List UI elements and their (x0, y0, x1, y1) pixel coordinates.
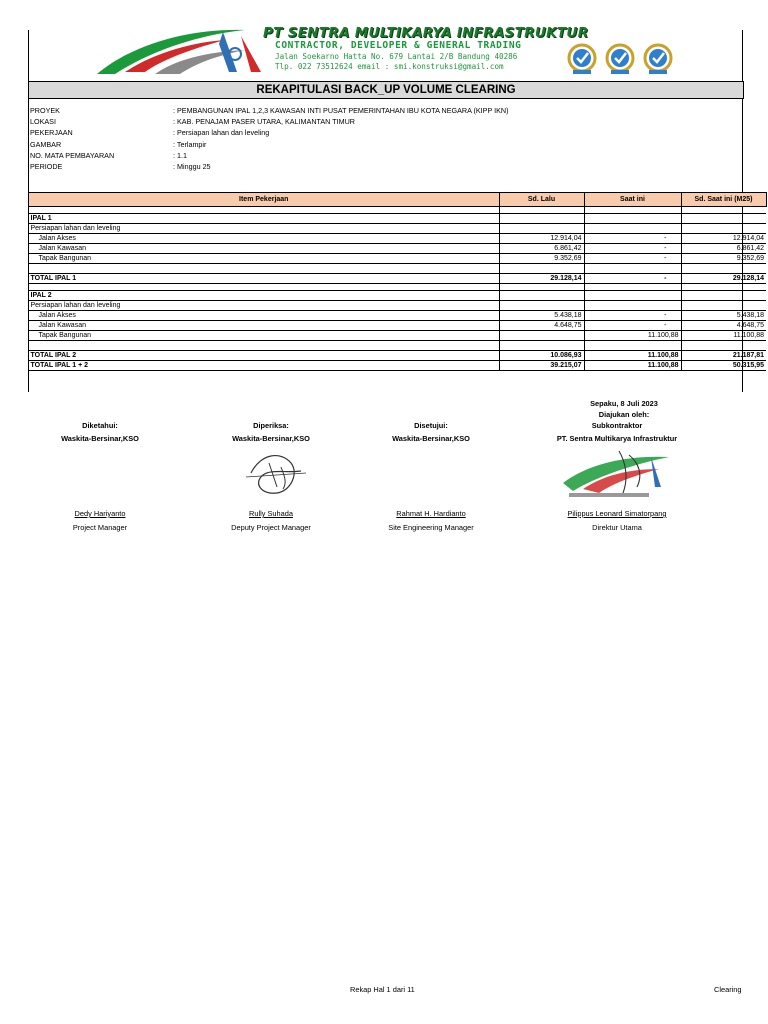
signature-org: PT. Sentra Multikarya Infrastruktur (556, 434, 678, 443)
value-cell: 11.100,88 (584, 351, 681, 361)
item-cell: Jalan Kawasan (29, 244, 500, 254)
info-label: LOKASI (30, 117, 56, 127)
item-cell: Tapak Bangunan (29, 254, 500, 264)
col-header-sd-lalu: Sd. Lalu (499, 193, 584, 207)
info-row (30, 161, 509, 172)
value-cell: - (584, 244, 681, 254)
signatory-position: Deputy Project Manager (231, 523, 311, 532)
project-info (30, 105, 509, 172)
table-row (29, 341, 767, 351)
info-label: GAMBAR (30, 139, 62, 149)
value-cell: 12.914,04 (499, 234, 584, 244)
table-row (29, 331, 767, 341)
page-footer: Rekap Hal 1 dari 11 (350, 985, 415, 994)
table-row (29, 214, 767, 224)
value-cell: 9.352,69 (681, 254, 766, 264)
table-row (29, 291, 767, 301)
table-row (29, 284, 767, 291)
letterhead (95, 24, 675, 78)
info-row (30, 116, 509, 127)
value-cell: 10.086,93 (499, 351, 584, 361)
signature-date: Sepaku, 8 Juli 2023 (590, 399, 658, 408)
info-label: PERIODE (30, 162, 63, 172)
table-header-row (29, 193, 767, 207)
signatory-position: Site Engineering Manager (388, 523, 474, 532)
signatory-name: Dedy Hariyanto (74, 509, 126, 518)
signature-role: Subkontraktor (591, 421, 643, 430)
value-cell: 6.861,42 (681, 244, 766, 254)
info-row (30, 150, 509, 161)
signature-role: Diketahui: (82, 421, 118, 430)
value-cell: 12.914,04 (681, 234, 766, 244)
value-cell: 11.100,88 (681, 331, 766, 341)
info-label: NO. MATA PEMBAYARAN (30, 150, 115, 160)
company-logo (95, 24, 265, 78)
company-name: PT SENTRA MULTIKARYA INFRASTRUKTUR (263, 25, 589, 41)
table-row (29, 234, 767, 244)
table-row (29, 254, 767, 264)
company-address: Jalan Soekarno Hatta No. 679 Lantai 2/B Bandung 40286 (275, 52, 518, 61)
company-stamp-signature-icon (559, 447, 677, 505)
signature-date-block (584, 398, 664, 420)
info-value: : Terlampir (173, 139, 207, 149)
value-cell: 6.861,42 (499, 244, 584, 254)
value-cell: - (584, 321, 681, 331)
info-label: PROYEK (30, 106, 60, 115)
subsection-label: Persiapan lahan dan leveling (29, 224, 500, 234)
submitted-by-label: Diajukan oleh: (598, 410, 650, 419)
value-cell: 29.128,14 (681, 274, 766, 284)
sheet-name: Clearing (714, 985, 742, 994)
value-cell: 39.215,07 (499, 361, 584, 371)
document-title: REKAPITULASI BACK_UP VOLUME CLEARING (28, 81, 744, 99)
iso-badge-icon (603, 42, 637, 76)
value-cell: 4.648,75 (499, 321, 584, 331)
value-cell (499, 331, 584, 341)
table-row (29, 311, 767, 321)
subsection-label: Persiapan lahan dan leveling (29, 301, 500, 311)
value-cell: 5.438,18 (499, 311, 584, 321)
info-label: PEKERJAAN (30, 128, 73, 138)
table-row (29, 244, 767, 254)
signature-org: Waskita-Bersinar,KSO (392, 434, 470, 443)
table-row (29, 301, 767, 311)
info-value: : Minggu 25 (173, 162, 211, 172)
table-row (29, 274, 767, 284)
signatory-name: Rahmat H. Hardianto (396, 509, 466, 518)
value-cell: - (584, 311, 681, 321)
value-cell: 50.315,95 (681, 361, 766, 371)
signature-org: Waskita-Bersinar,KSO (232, 434, 310, 443)
iso-badges (565, 42, 675, 76)
value-cell: 21.187,81 (681, 351, 766, 361)
signatory-position: Direktur Utama (592, 523, 642, 532)
iso-badge-icon (565, 42, 599, 76)
col-header-saat-ini: Saat ini (584, 193, 681, 207)
company-contact: Tlp. 022 73512624 email : smi.konstruksi@gmail.com (275, 62, 504, 71)
col-header-item: Item Pekerjaan (29, 193, 500, 207)
signature-block (20, 421, 180, 541)
item-cell: Jalan Kawasan (29, 321, 500, 331)
value-cell: 9.352,69 (499, 254, 584, 264)
info-value: : PEMBANGUNAN IPAL 1,2,3 KAWASAN INTI PUSAT PEMERINTAHAN IBU KOTA NEGARA (KIPP IKN) (173, 106, 509, 115)
signature-role: Diperiksa: (253, 421, 289, 430)
table-row (29, 351, 767, 361)
iso-badge-icon (641, 42, 675, 76)
info-row (30, 139, 509, 150)
table-row (29, 321, 767, 331)
col-header-sd-saat-ini: Sd. Saat ini (M25) (681, 193, 766, 207)
value-cell: - (584, 234, 681, 244)
info-value: : Persiapan lahan dan leveling (173, 128, 270, 138)
info-row (30, 105, 509, 116)
signature-block (351, 421, 511, 541)
table-row (29, 361, 767, 371)
value-cell: 4.648,75 (681, 321, 766, 331)
signatory-position: Project Manager (72, 523, 128, 532)
section-label: IPAL 1 (29, 214, 500, 224)
table-row (29, 264, 767, 274)
section-label: IPAL 2 (29, 291, 500, 301)
signature-org: Waskita-Bersinar,KSO (61, 434, 139, 443)
volume-table (28, 192, 767, 371)
info-value: : 1.1 (173, 150, 187, 160)
value-cell: - (584, 254, 681, 264)
value-cell: 11.100,88 (584, 331, 681, 341)
item-cell: Tapak Bangunan (29, 331, 500, 341)
value-cell: 29.128,14 (499, 274, 584, 284)
signatory-name: Rully Suhada (249, 509, 293, 518)
grand-total-label: TOTAL IPAL 1 + 2 (29, 361, 500, 371)
item-cell: Jalan Akses (29, 311, 500, 321)
signatory-name: Pilippus Leonard Simatorpang (567, 509, 667, 518)
info-value: : KAB. PENAJAM PASER UTARA, KALIMANTAN TIMUR (173, 117, 355, 127)
table-row (29, 207, 767, 214)
value-cell: 5.438,18 (681, 311, 766, 321)
signature-role: Disetujui: (414, 421, 448, 430)
info-row (30, 127, 509, 138)
table-row (29, 224, 767, 234)
item-cell: Jalan Akses (29, 234, 500, 244)
signature-block (191, 421, 351, 541)
value-cell: - (584, 274, 681, 284)
signature-block (537, 421, 697, 541)
handwritten-signature-icon (241, 443, 311, 503)
value-cell: 11.100,88 (584, 361, 681, 371)
total-label: TOTAL IPAL 2 (29, 351, 500, 361)
company-tagline: CONTRACTOR, DEVELOPER & GENERAL TRADING (275, 40, 522, 51)
total-label: TOTAL IPAL 1 (29, 274, 500, 284)
